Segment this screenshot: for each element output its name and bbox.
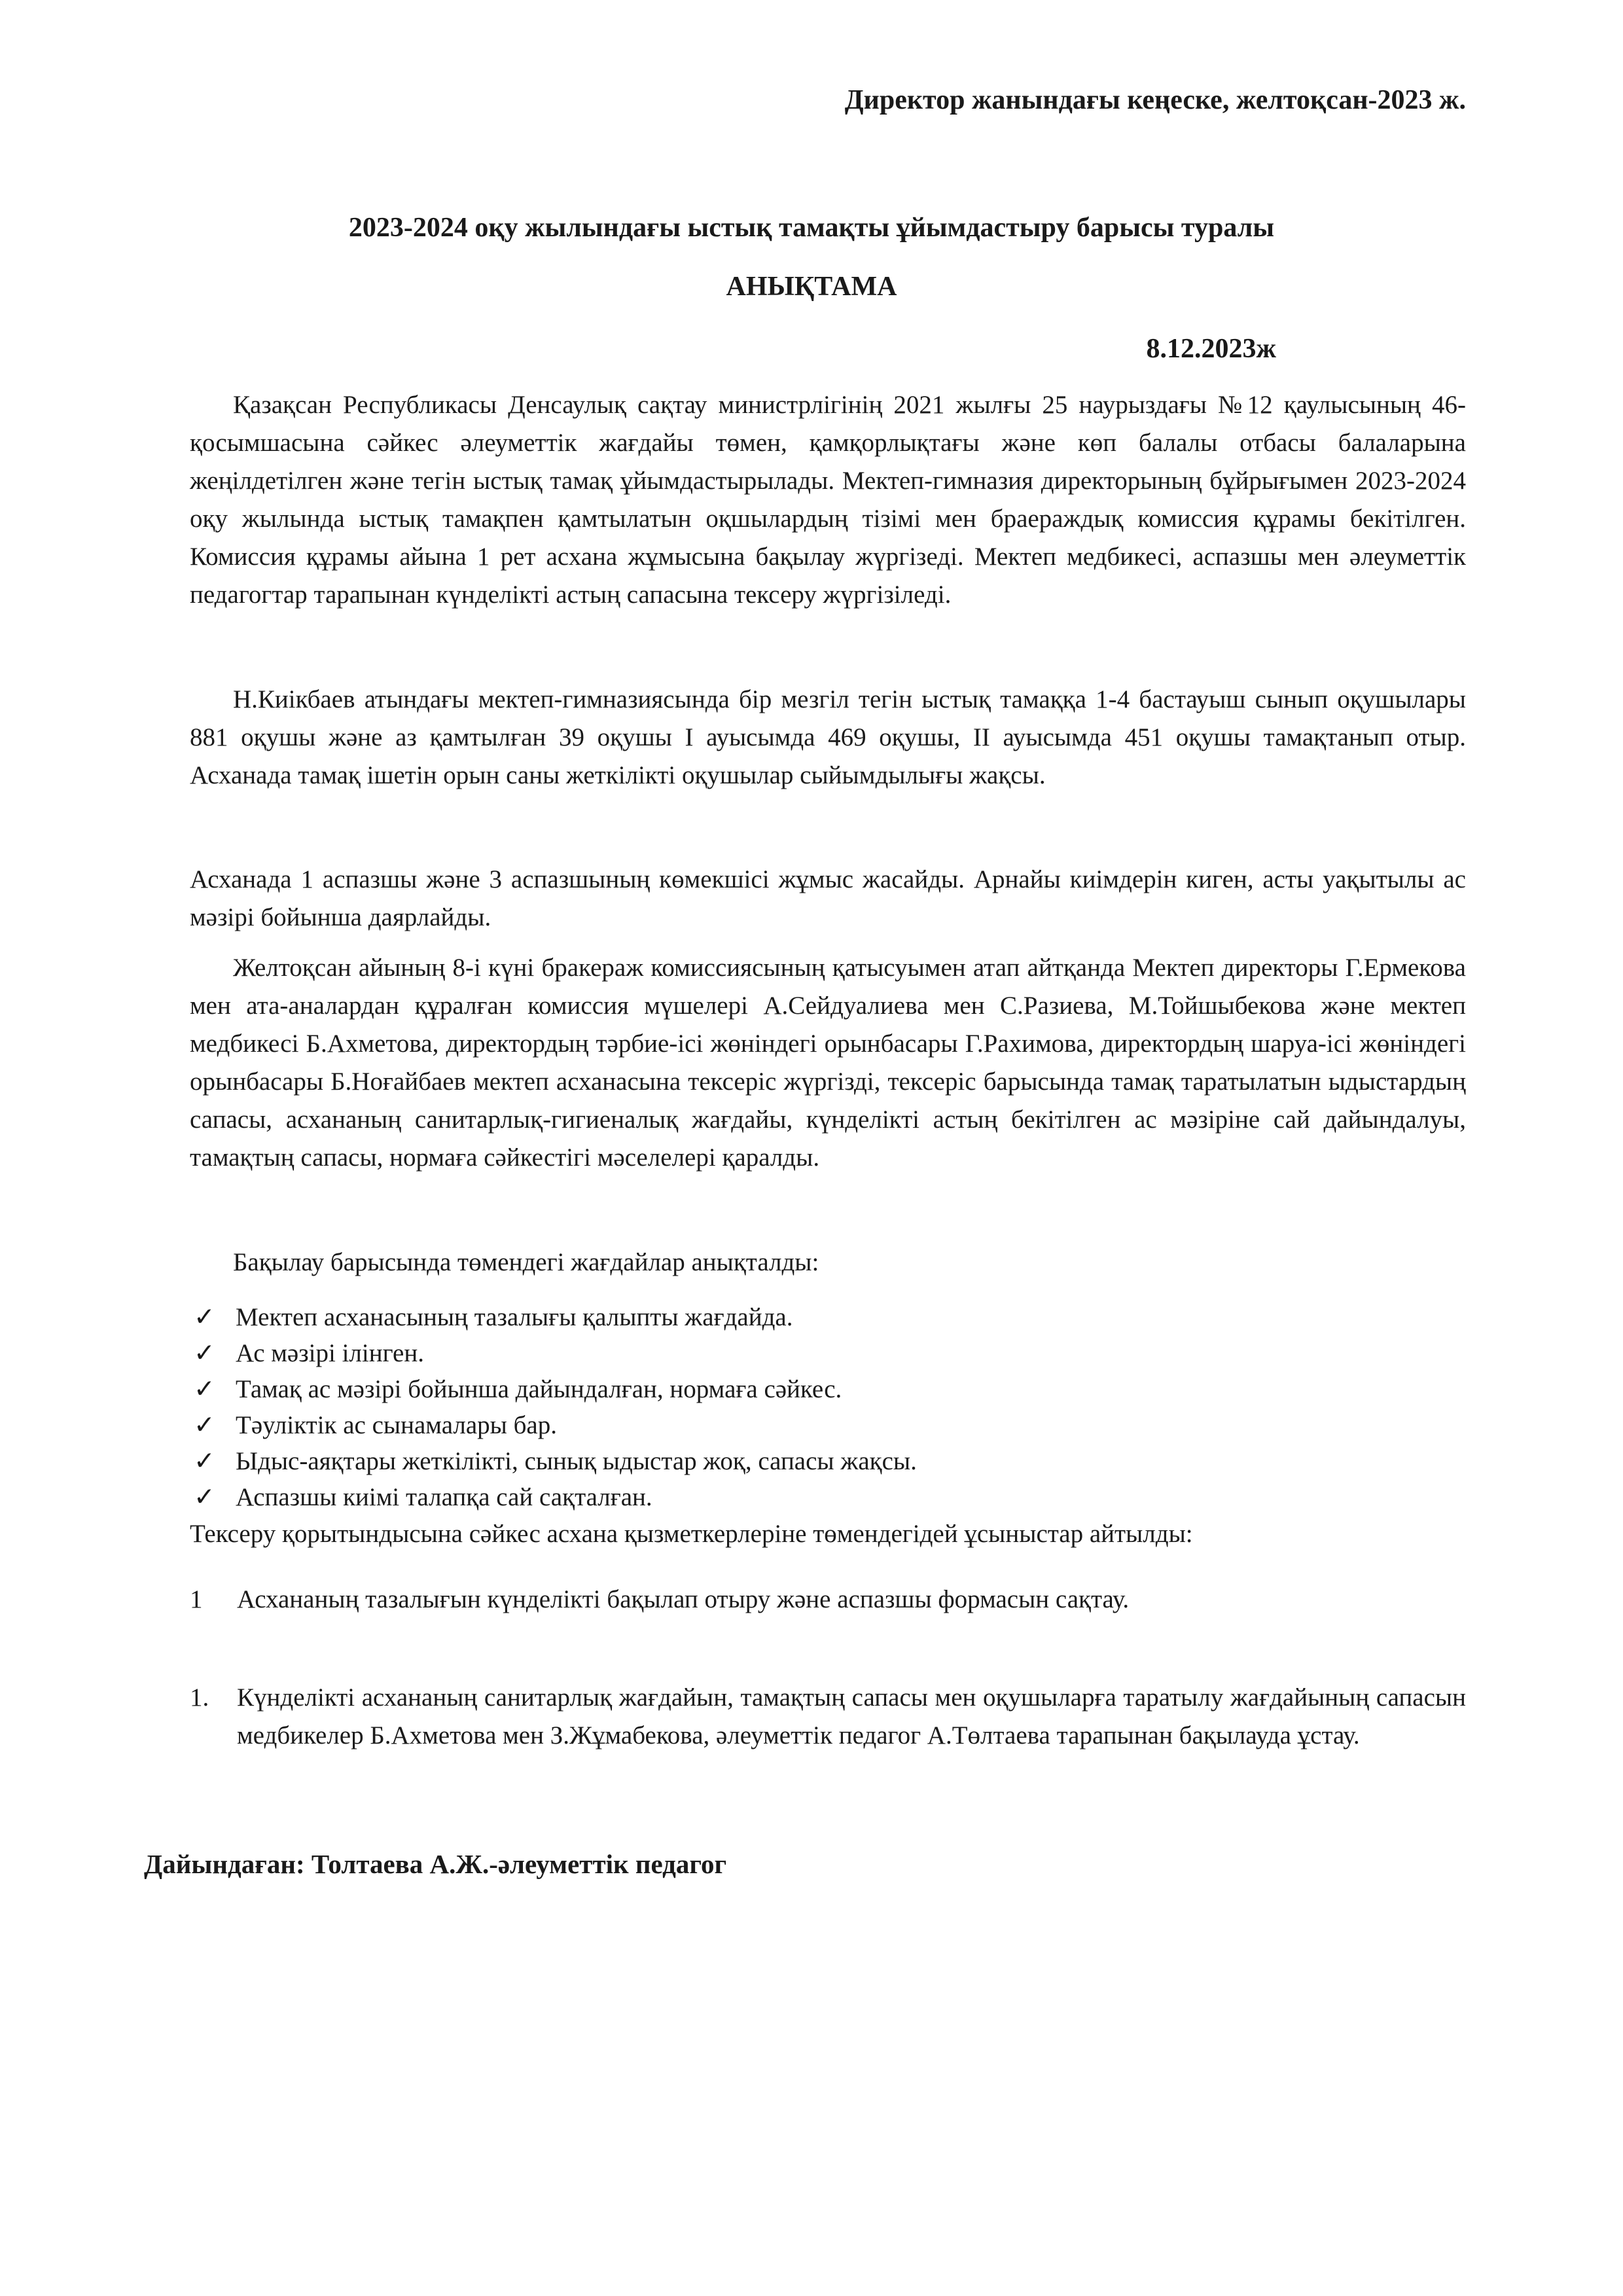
recommendation-number: 1. xyxy=(190,1683,209,1712)
paragraph: Асханада 1 аспазшы және 3 аспазшының көмекшісі жұмыс жасайды. Арнайы киімдерін киген, асты уақытылы ас мәзірі бойынша даярлайды. xyxy=(190,865,1466,931)
document-subtitle: АНЫҚТАМА xyxy=(726,272,897,302)
paragraph: Қазақсан Республикасы Денсаулық сақтау министрлігінің 2021 жылғы 25 наурыздағы №12 қаулысының 46-қосымшасына сәйкес әлеуметтік жағдайы төмен, қамқорлықтағы және көп балалы отбасы балаларына жеңілдетілген және тегін ыстық тамақ ұйымдастырылады. Мектеп-гимназия директорының бұйрығымен 2023-2024 оқу жылында ыстық тамақпен қамтылатын оқшылардың тізімі мен браераждық комиссия құрамы бекітілген. Комиссия құрамы айына 1 рет асхана жұмысына бақылау жүргізеді. Мектеп медбикесі, аспазшы мен әлеуметтік педагогтар тарапынан күнделікті астың сапасына тексеру жүргізіледі. xyxy=(190,391,1466,609)
check-icon: ✓ xyxy=(194,1339,215,1367)
list-item xyxy=(190,1443,1466,1479)
document-date: 8.12.2023ж xyxy=(1146,334,1276,364)
recommendations-intro: Тексеру қорытындысына сәйкес асхана қызметкерлеріне төмендегідей ұсыныстар айтылды: xyxy=(190,1520,1193,1548)
list-item-text: Тәуліктік ас сынамалары бар. xyxy=(236,1411,557,1439)
paragraph: Бақылау барысында төмендегі жағдайлар анықталды: xyxy=(233,1248,819,1276)
list-item xyxy=(190,1371,1466,1407)
list-item-text: Тамақ ас мәзірі бойынша дайындалған, нормаға сәйкес. xyxy=(236,1375,842,1403)
check-icon: ✓ xyxy=(194,1375,215,1403)
recommendation-text: Асхананың тазалығын күнделікті бақылап отыру және аспазшы формасын сақтау. xyxy=(237,1585,1130,1613)
recommendation-text: Күнделікті асхананың санитарлық жағдайын, тамақтың сапасы мен оқушыларға таратылу жағдайының сапасын медбикелер Б.Ахметова мен З.Жұмабекова, әлеуметтік педагог А.Төлтаева тарапынан бақылауда ұстау. xyxy=(237,1683,1466,1749)
list-item xyxy=(190,1335,1466,1371)
list-item xyxy=(190,1407,1466,1443)
check-icon: ✓ xyxy=(194,1303,215,1331)
check-icon: ✓ xyxy=(194,1447,215,1475)
recommendation-number: 1 xyxy=(190,1585,203,1613)
recommendation-item xyxy=(190,1679,1466,1755)
paragraph: Н.Киікбаев атындағы мектеп-гимназиясында бір мезгіл тегін ыстық тамаққа 1-4 бастауыш сынып оқушылары 881 оқушы және аз қамтылған 39 оқушы I ауысымда 469 оқушы, II ауысымда 451 оқушы тамақтанып отыр. Асханада тамақ ішетін орын саны жеткілікті оқушылар сыйымдылығы жақсы. xyxy=(190,685,1466,789)
list-item xyxy=(190,1299,1466,1335)
check-icon: ✓ xyxy=(194,1411,215,1439)
list-item-text: Ыдыс-аяқтары жеткілікті, сынық ыдыстар жоқ, сапасы жақсы. xyxy=(236,1447,917,1475)
check-icon: ✓ xyxy=(194,1483,215,1511)
paragraph: Желтоқсан айының 8-і күні бракераж комиссиясының қатысуымен атап айтқанда Мектеп директоры Г.Ермекова мен ата-аналардан құралған комиссия мүшелері А.Сейдуалиева мен С.Разиева, М.Тойшыбекова және мектеп медбикесі Б.Ахметова, директордың тәрбие-ісі жөніндегі орынбасары Г.Рахимова, директордың шаруа-ісі жөніндегі орынбасары Б.Ноғайбаев мектеп асханасына тексеріс жүргізді, тексеріс барысында тамақ таратылатын ыдыстардың сапасы, асхананың санитарлық-гигиеналық жағдайы, күнделікті астың бекітілген ас мәзіріне сай дайындалуы, тамақтың сапасы, нормаға сәйкестігі мәселелері қаралды. xyxy=(190,954,1466,1172)
list-item-text: Мектеп асханасының тазалығы қалыпты жағдайда. xyxy=(236,1303,793,1331)
prepared-by: Дайындаған: Толтаева А.Ж.-әлеуметтік педагог xyxy=(144,1849,727,1879)
list-item-text: Аспазшы киімі талапқа сай сақталған. xyxy=(236,1483,652,1511)
recommendation-item xyxy=(190,1581,1466,1619)
document-title: 2023-2024 оқу жылындағы ыстық тамақты ұйымдастыру барысы туралы xyxy=(348,213,1275,243)
list-item xyxy=(190,1479,1466,1515)
header-note: Директор жанындағы кеңеске, желтоқсан-2023 ж. xyxy=(844,85,1466,115)
list-item-text: Ас мәзірі ілінген. xyxy=(236,1339,424,1367)
findings-checklist xyxy=(190,1299,1466,1515)
